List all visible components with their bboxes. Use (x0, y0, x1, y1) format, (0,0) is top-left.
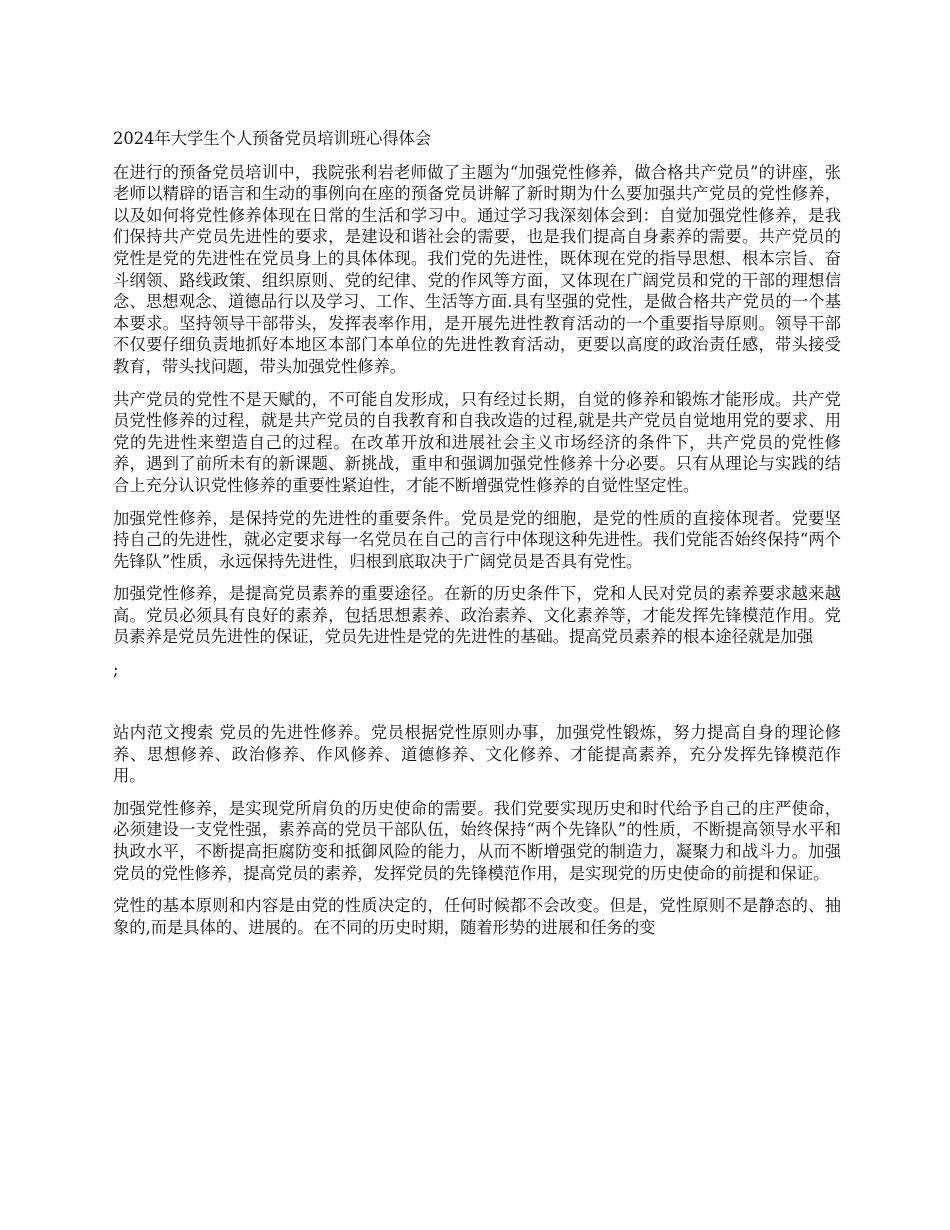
paragraph-3: 加强党性修养，是保持党的先进性的重要条件。党员是党的细胞，是党的性质的直接体现者。党要坚持自己的先进性，就必定要求每一名党员在自己的言行中体现这种先进性。我们党能否始终保持“两个先锋队”性质，永远保持先进性，归根到底取决于广阔党员是否具有党性。 (113, 508, 841, 571)
stray-semicolon: ; (113, 660, 119, 680)
document-title: 2024年大学生个人预备党员培训班心得体会 (113, 129, 432, 148)
document-body (113, 128, 841, 949)
paragraph-6: 加强党性修养，是实现党所肩负的历史使命的需要。我们党要实现历史和时代给予自己的庄严使命，必须建设一支党性强，素养高的党员干部队伍，始终保持“两个先锋队”的性质，不断提高领导水平和执政水平，不断提高拒腐防变和抵御风险的能力，从而不断增强党的制造力，凝聚力和战斗力。加强党员的党性修养，提高党员的素养，发挥党员的先锋模范作用，是实现党的历史使命的前提和保证。 (113, 798, 841, 883)
paragraph-1: 在进行的预备党员培训中，我院张利岩老师做了主题为“加强党性修养，做合格共产党员”的讲座，张老师以精辟的语言和生动的事例向在座的预备党员讲解了新时期为什么要加强共产党员的党性修养，以及如何将党性修养体现在日常的生活和学习中。通过学习我深刻体会到：自觉加强党性修养，是我们保持共产党员先进性的要求，是建设和谐社会的需要，也是我们提高自身素养的需要。共产党员的党性是党的先进性在党员身上的具体体现。我们党的先进性，既体现在党的指导思想、根本宗旨、奋斗纲领、路线政策、组织原则、党的纪律、党的作风等方面，又体现在广阔党员和党的干部的理想信念、思想观念、道德品行以及学习、工作、生活等方面.具有坚强的党性，是做合格共产党员的一个基本要求。坚持领导干部带头，发挥表率作用，是开展先进性教育活动的一个重要指导原则。领导干部不仅要仔细负责地抓好本地区本部门本单位的先进性教育活动，更要以高度的政治责任感，带头接受教育，带头找问题，带头加强党性修养。 (113, 162, 841, 376)
paragraph-2: 共产党员的党性不是天赋的，不可能自发形成，只有经过长期，自觉的修养和锻炼才能形成。共产党员党性修养的过程，就是共产党员的自我教育和自我改造的过程,就是共产党员自觉地用党的要求、用党的先进性来塑造自己的过程。在改革开放和进展社会主义市场经济的条件下，共产党员的党性修养，遇到了前所未有的新课题、新挑战，重申和强调加强党性修养十分必要。只有从理论与实践的结合上充分认识党性修养的重要性紧迫性，才能不断增强党性修养的自觉性坚定性。 (113, 389, 841, 495)
paragraph-5: 站内范文搜索 党员的先进性修养。党员根据党性原则办事，加强党性锻炼，努力提高自身的理论修养、思想修养、政治修养、作风修养、道德修养、文化修养、才能提高素养，充分发挥先锋模范作用。 (113, 723, 841, 786)
paragraph-7: 党性的基本原则和内容是由党的性质决定的，任何时候都不会改变。但是，党性原则不是静态的、抽象的,而是具体的、进展的。在不同的历史时期，随着形势的进展和任务的变 (113, 896, 841, 937)
section-gap (113, 681, 841, 722)
paragraph-4: 加强党性修养，是提高党员素养的重要途径。在新的历史条件下，党和人民对党员的素养要求越来越高。党员必须具有良好的素养，包括思想素养、政治素养、文化素养等，才能发挥先锋模范作用。党员素养是党员先进性的保证，党员先进性是党的先进性的基础。提高党员素养的根本途径就是加强 (113, 584, 841, 647)
